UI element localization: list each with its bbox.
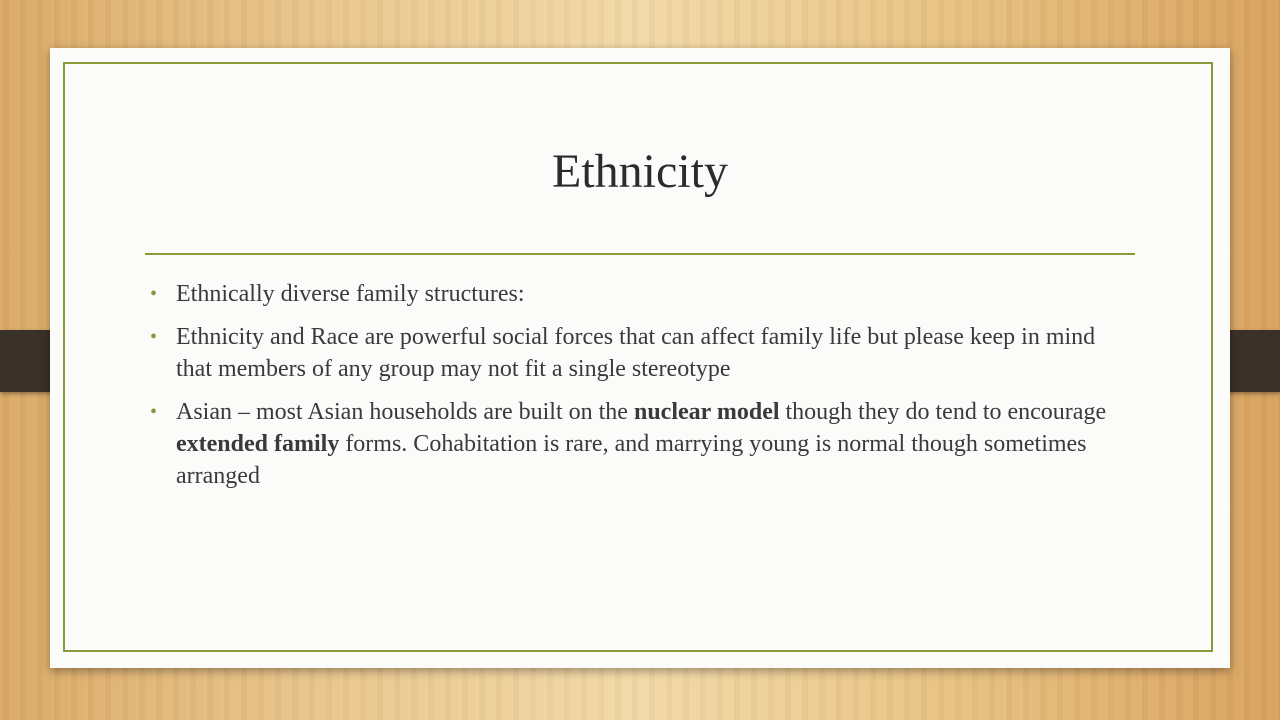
bullet-text-segment: Asian – most Asian households are built on the bbox=[176, 399, 634, 425]
bullet-dot-icon: • bbox=[150, 401, 158, 423]
bullet-bold-term: nuclear model bbox=[633, 399, 780, 425]
title-divider bbox=[145, 253, 1135, 255]
bullet-dot-icon: • bbox=[150, 283, 158, 305]
bullet-item bbox=[150, 278, 1130, 310]
bullet-dot-icon: • bbox=[150, 326, 158, 348]
bullet-list bbox=[150, 278, 1130, 503]
bullet-bold-term: extended family bbox=[176, 431, 340, 457]
bullet-text-segment: forms. Cohabitation is rare, and marrying young is normal though sometimes arranged bbox=[176, 431, 1087, 489]
slide-paper bbox=[50, 48, 1230, 668]
bullet-text: Ethnicity and Race are powerful social forces that can affect family life but please keep in mind that members of any group may not fit a single stereotype bbox=[176, 324, 1096, 382]
bullet-item bbox=[150, 396, 1130, 492]
slide-title: Ethnicity bbox=[552, 145, 728, 198]
bullet-text-segment: though they do tend to encourage bbox=[779, 399, 1107, 425]
bullet-item bbox=[150, 321, 1130, 385]
bullet-text: Ethnically diverse family structures: bbox=[176, 281, 525, 307]
